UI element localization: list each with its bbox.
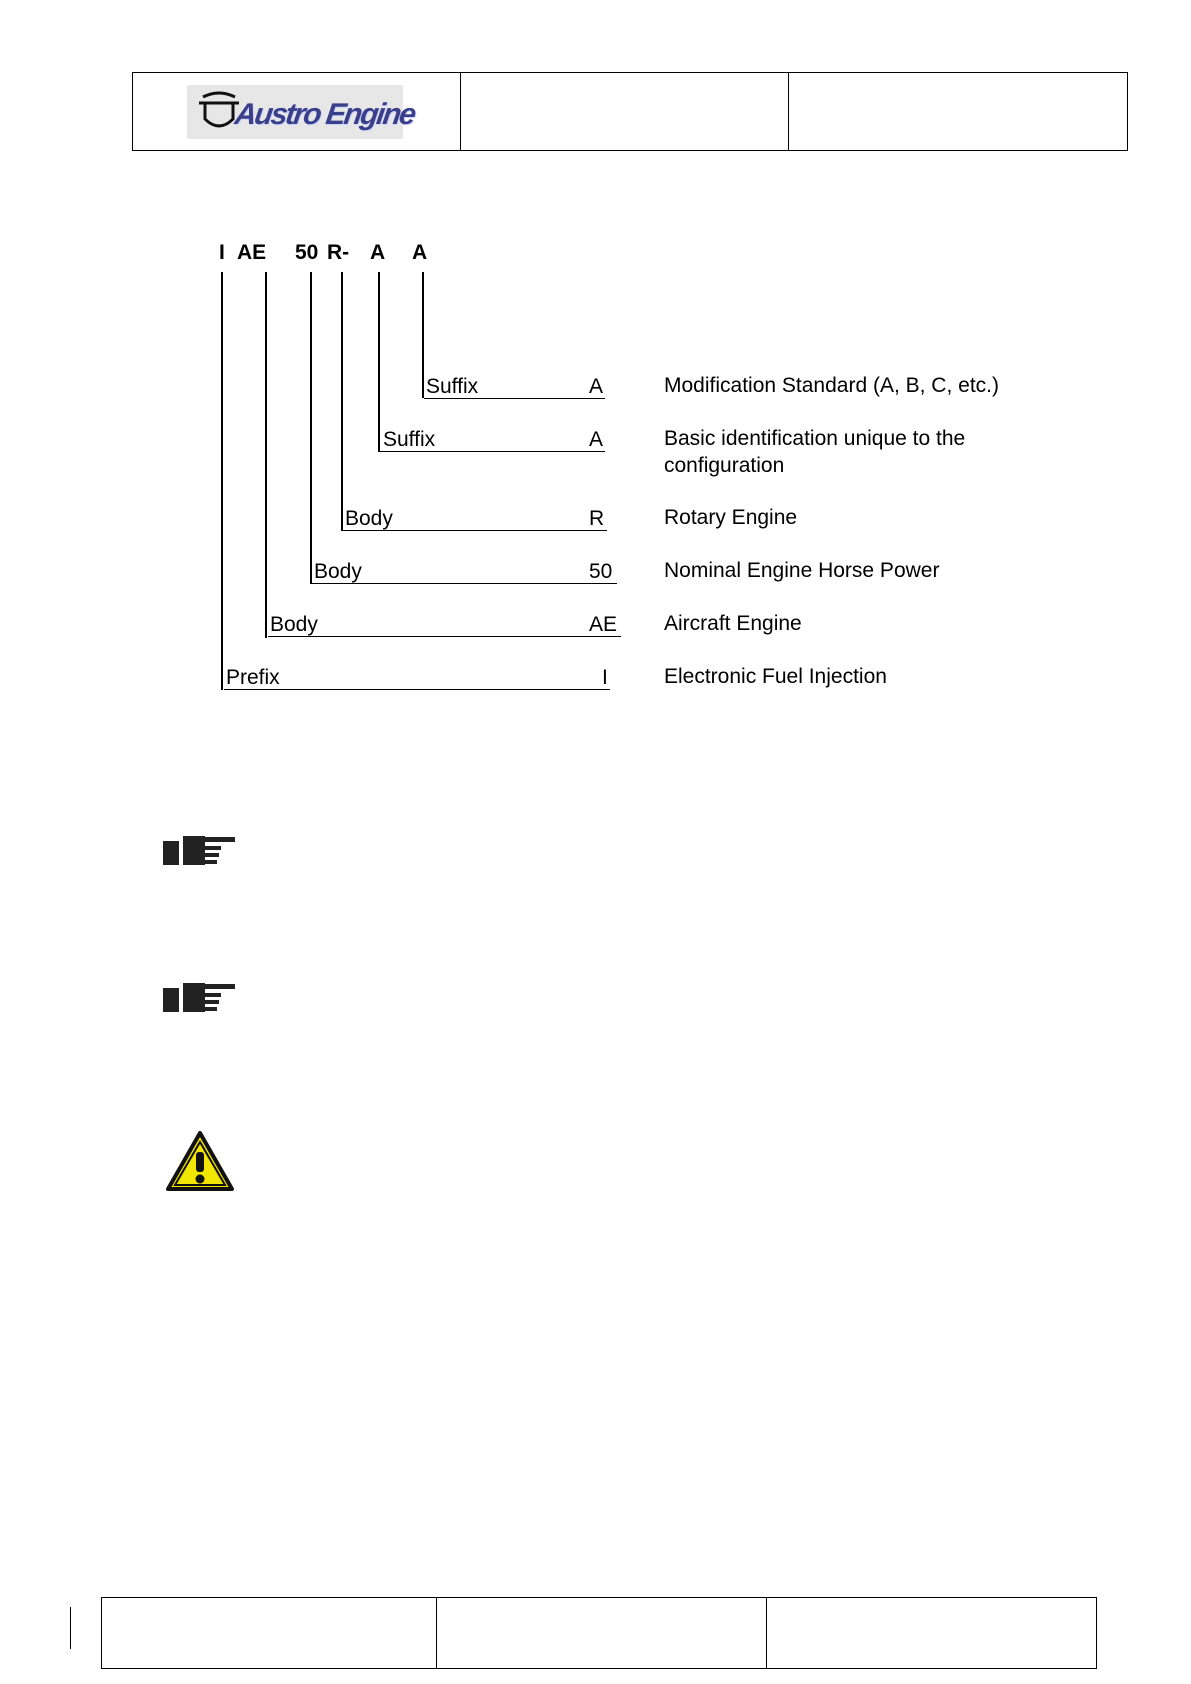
segment-label: Body (314, 560, 362, 583)
segment-description: Nominal Engine Horse Power (664, 559, 940, 582)
austro-engine-logo (187, 85, 417, 139)
code-ae: AE (237, 241, 267, 264)
change-bar (70, 1607, 71, 1649)
segment-underline (224, 689, 610, 690)
segment-label: Prefix (226, 666, 280, 689)
segment-value: 50 (589, 560, 613, 583)
segment-underline (380, 451, 605, 452)
segment-underline (343, 530, 607, 531)
connector-prefix (221, 272, 223, 690)
connector-r (341, 272, 343, 531)
segment-description: Electronic Fuel Injection (664, 665, 887, 688)
header-cell-2 (461, 73, 789, 150)
connector-suffix-2 (422, 272, 424, 398)
segment-underline (312, 583, 617, 584)
segment-description: Rotary Engine (664, 506, 798, 529)
segment-description-line2: configuration (664, 454, 785, 477)
warning-triangle-icon (165, 1130, 235, 1192)
connector-50 (310, 272, 312, 584)
pointing-hand-icon (163, 836, 235, 866)
footer-cell-3 (767, 1598, 1096, 1668)
segment-value: R (589, 507, 605, 530)
pointing-hand-icon (163, 983, 235, 1013)
footer-cell-1 (102, 1598, 437, 1668)
code-suffix-2: A (412, 241, 428, 264)
segment-value: A (589, 428, 604, 451)
footer-cell-2 (437, 1598, 766, 1668)
segment-value: I (602, 666, 608, 689)
connector-ae (265, 272, 267, 638)
segment-description-line1: Basic identification unique to the (664, 427, 966, 450)
header-logo-cell (133, 73, 461, 150)
header-cell-3 (789, 73, 1127, 150)
code-r: R- (327, 241, 350, 264)
logo-wordmark: Austro Engine (232, 98, 417, 131)
connector-suffix-1 (378, 272, 380, 452)
header-table (132, 72, 1128, 151)
segment-label: Suffix (426, 375, 479, 398)
segment-description: Aircraft Engine (664, 612, 802, 635)
segment-value: AE (589, 613, 618, 636)
segment-label: Suffix (383, 428, 436, 451)
segment-underline (424, 398, 605, 399)
segment-value: A (589, 375, 604, 398)
segment-label: Body (270, 613, 318, 636)
segment-description: Modification Standard (A, B, C, etc.) (664, 374, 999, 397)
footer-table (101, 1597, 1097, 1669)
segment-label: Body (345, 507, 393, 530)
code-50: 50 (295, 241, 319, 264)
code-suffix-1: A (370, 241, 386, 264)
segment-underline (268, 636, 621, 637)
code-prefix: I (219, 241, 225, 264)
